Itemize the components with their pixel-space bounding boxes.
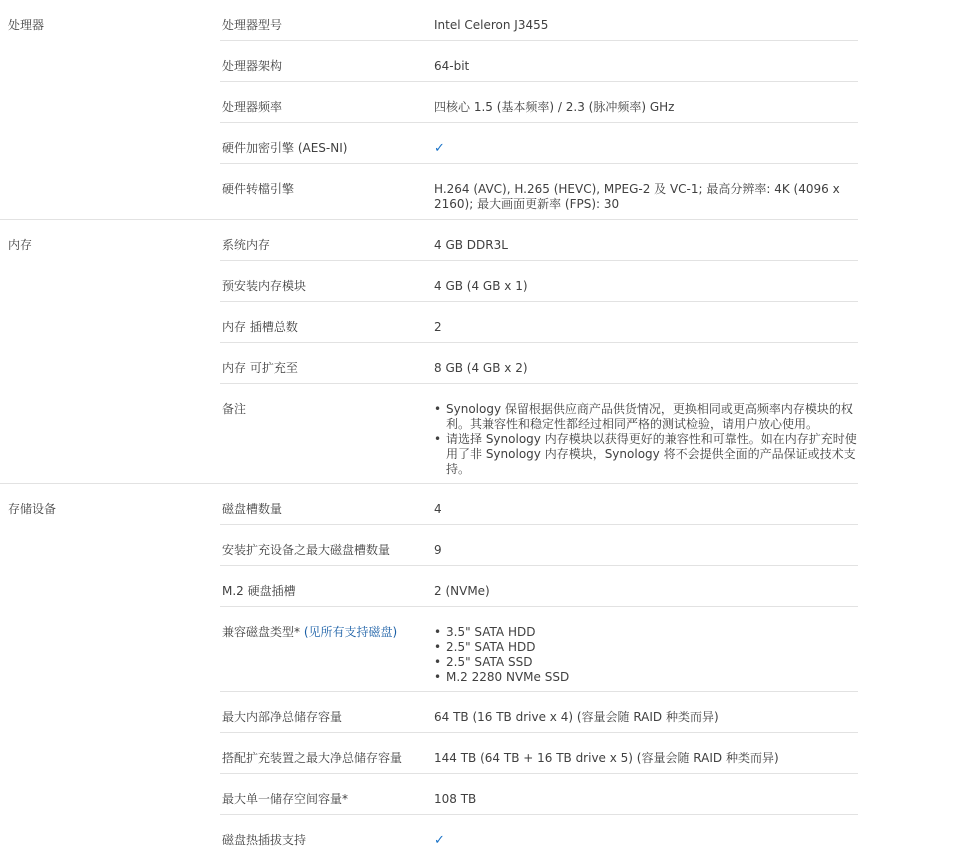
checkmark-icon: ✓ xyxy=(434,141,445,156)
spec-row-aes-ni xyxy=(220,123,858,164)
checkmark-icon: ✓ xyxy=(434,833,445,848)
spec-row-max-bays-expansion xyxy=(220,525,858,566)
spec-value: Intel Celeron J3455 xyxy=(434,18,549,32)
category-storage: 存储设备 xyxy=(8,502,57,516)
spec-value: 144 TB (64 TB + 16 TB drive x 5) (容量会随 RAID 种类而异) xyxy=(434,751,779,765)
spec-label: 安装扩充设备之最大磁盘槽数量 xyxy=(222,543,391,557)
spec-label: 磁盘槽数量 xyxy=(222,502,283,516)
spec-row-cpu-model xyxy=(220,0,858,41)
spec-value: 2 (NVMe) xyxy=(434,584,490,598)
spec-value: 8 GB (4 GB x 2) xyxy=(434,361,528,375)
see-all-drives-link[interactable]: (见所有支持磁盘) xyxy=(303,625,398,639)
spec-value: 64-bit xyxy=(434,59,470,73)
category-processor: 处理器 xyxy=(8,18,45,32)
spec-label: 处理器型号 xyxy=(222,18,283,32)
spec-value: H.264 (AVC), H.265 (HEVC), MPEG-2 及 VC-1; 最高分辨率: 4K (4096 x 2160); 最大画面更新率 (FPS): 30 xyxy=(434,182,840,211)
spec-label: 搭配扩充装置之最大净总储存容量 xyxy=(222,751,403,765)
notes-list xyxy=(434,402,858,477)
spec-value xyxy=(434,625,858,685)
drive-type-list xyxy=(434,625,858,685)
spec-row-preinstalled-module xyxy=(220,261,858,302)
note-item: • 请选择 Synology 内存模块以获得更好的兼容性和可靠性。如在内存扩充时使用了非 Synology 内存模块，Synology 将不会提供全面的产品保证或技术支持。 xyxy=(434,432,858,477)
spec-label: 最大单一储存空间容量* xyxy=(222,792,349,806)
spec-label: 磁盘热插拔支持 xyxy=(222,833,307,847)
spec-row-compatible-drives xyxy=(220,607,858,692)
note-item: • Synology 保留根据供应商产品供货情况，更换相同或更高频率内存模块的权利。其兼容性和稳定性都经过相同严格的测试检验，请用户放心使用。 xyxy=(434,402,858,432)
spec-label: 备注 xyxy=(222,402,247,416)
memory-section xyxy=(0,220,858,484)
spec-value: 9 xyxy=(434,543,442,557)
spec-row-transcode xyxy=(220,164,858,219)
spec-row-memory-slots xyxy=(220,302,858,343)
storage-section xyxy=(0,484,858,855)
spec-row-drive-bays xyxy=(220,484,858,525)
spec-label: 处理器架构 xyxy=(222,59,283,73)
spec-label: 系统内存 xyxy=(222,238,271,252)
spec-value: 4 GB (4 GB x 1) xyxy=(434,279,528,293)
spec-label: 最大内部净总储存容量 xyxy=(222,710,343,724)
spec-value: 2 xyxy=(434,320,442,334)
spec-row-cpu-freq xyxy=(220,82,858,123)
spec-row-notes xyxy=(220,384,858,483)
spec-label: 内存 可扩充至 xyxy=(222,361,298,375)
spec-row-max-internal-capacity xyxy=(220,692,858,733)
spec-label: 内存 插槽总数 xyxy=(222,320,298,334)
spec-value: 108 TB xyxy=(434,792,477,806)
spec-value xyxy=(434,402,858,477)
spec-row-memory-expand xyxy=(220,343,858,384)
category-memory: 内存 xyxy=(8,238,33,252)
processor-section xyxy=(0,0,858,220)
spec-label: 硬件转檔引擎 xyxy=(222,182,295,196)
spec-label xyxy=(222,625,397,639)
compatible-drives-label: 兼容磁盘类型* xyxy=(222,625,301,639)
spec-row-m2-slots xyxy=(220,566,858,607)
spec-label: 处理器频率 xyxy=(222,100,283,114)
spec-row-max-volume xyxy=(220,774,858,815)
drive-type-item: • 3.5" SATA HDD xyxy=(434,625,858,640)
drive-type-item: • 2.5" SATA HDD xyxy=(434,640,858,655)
spec-label: 硬件加密引擎 (AES-NI) xyxy=(222,141,348,155)
spec-label: 预安装内存模块 xyxy=(222,279,307,293)
spec-row-hot-swap xyxy=(220,815,858,855)
spec-row-cpu-arch xyxy=(220,41,858,82)
spec-value: 4 GB DDR3L xyxy=(434,238,508,252)
spec-label: M.2 硬盘插槽 xyxy=(222,584,296,598)
spec-value: 4 xyxy=(434,502,442,516)
spec-value: 四核心 1.5 (基本频率) / 2.3 (脉冲频率) GHz xyxy=(434,100,675,114)
spec-row-max-expansion-capacity xyxy=(220,733,858,774)
drive-type-item: • 2.5" SATA SSD xyxy=(434,655,858,670)
spec-row-system-memory xyxy=(220,220,858,261)
drive-type-item: • M.2 2280 NVMe SSD xyxy=(434,670,858,685)
spec-value: 64 TB (16 TB drive x 4) (容量会随 RAID 种类而异) xyxy=(434,710,719,724)
